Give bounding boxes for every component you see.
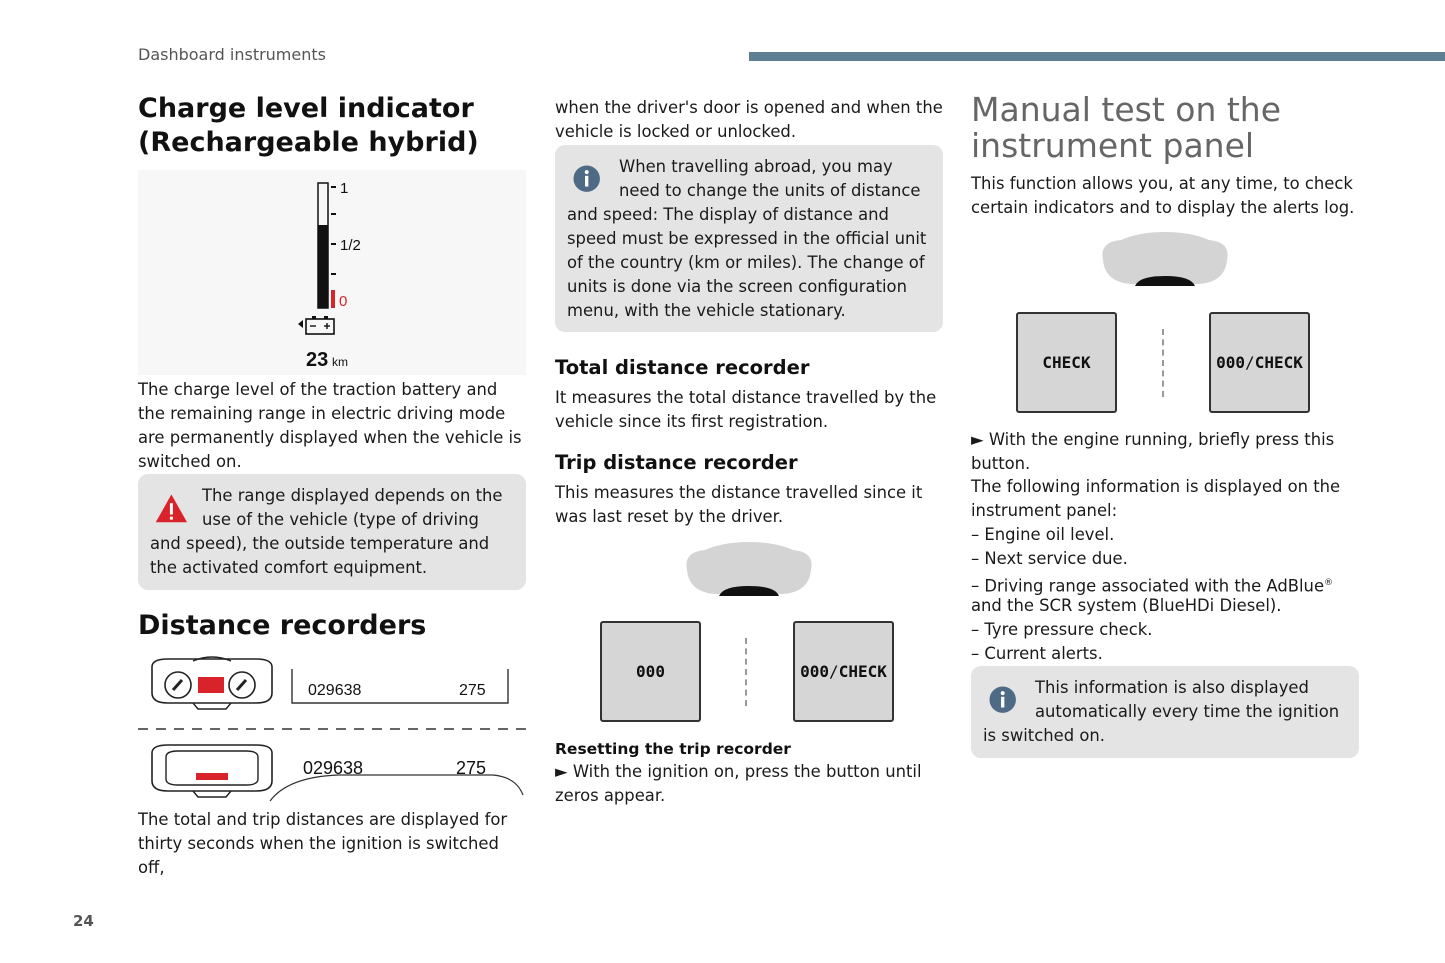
manual-test-step: ► With the engine running, briefly press this button. bbox=[971, 430, 1335, 473]
odo-top-trip: 275 bbox=[459, 682, 486, 699]
gauge-low-mark bbox=[331, 290, 335, 308]
charge-gauge-illustration bbox=[138, 170, 526, 375]
list-item: – Tyre pressure check. bbox=[971, 618, 1366, 642]
warning-triangle-icon bbox=[154, 491, 194, 531]
reset-trip-step: ► With the ignition on, press the button until zeros appear. bbox=[555, 762, 922, 805]
panel-info-list bbox=[971, 523, 1366, 598]
odometer-illustration bbox=[138, 655, 528, 805]
charge-description: The charge level of the traction battery and the remaining range in electric driving mode are permanently displayed when the vehicle is switched on. bbox=[138, 380, 522, 471]
total-distance-title: Total distance recorder bbox=[555, 356, 810, 379]
info-note-auto-display bbox=[971, 666, 1359, 758]
manual-test-intro: This function allows you, at any time, to check certain indicators and to display the alerts log. bbox=[971, 174, 1355, 217]
range-value: 23 bbox=[306, 349, 329, 371]
manual-test-title bbox=[971, 92, 1391, 164]
trip-display-check: 000 / CHECK bbox=[793, 621, 894, 722]
odo-top-total: 029638 bbox=[308, 682, 362, 699]
info-note-units bbox=[555, 145, 943, 332]
list-item: – Next service due. bbox=[971, 547, 1366, 571]
charge-title-line1: Charge level indicator bbox=[138, 93, 474, 124]
registered-mark: ® bbox=[1324, 578, 1334, 588]
test-display-counter-check: 000 / CHECK bbox=[1209, 312, 1310, 413]
manual-test-title-line1: Manual test on the bbox=[971, 90, 1282, 129]
section-label: Dashboard instruments bbox=[138, 45, 326, 64]
list-item: – Current alerts. bbox=[971, 642, 1366, 666]
warning-note-text: The range displayed depends on the use of the vehicle (type of driving and speed), the outside temperature and the activated comfort equipment. bbox=[150, 486, 503, 577]
display-separator bbox=[745, 638, 747, 706]
distance-description: The total and trip distances are displayed for thirty seconds when the ignition is switched off, bbox=[138, 810, 508, 877]
odo-bottom-trip: 275 bbox=[456, 758, 487, 778]
gauge-label-zero: 0 bbox=[339, 293, 348, 310]
charge-title bbox=[138, 92, 528, 160]
panel-info-list-2 bbox=[971, 618, 1366, 666]
check-button-illustration bbox=[1099, 230, 1231, 286]
odo-bottom-total: 029638 bbox=[303, 758, 364, 778]
test-display-separator bbox=[1162, 329, 1164, 397]
cluster-bottom-icon bbox=[152, 745, 272, 797]
gauge-label-half: 1/2 bbox=[340, 237, 361, 254]
list-item: – Engine oil level. bbox=[971, 523, 1366, 547]
trip-distance-title: Trip distance recorder bbox=[555, 451, 798, 474]
header-accent-bar bbox=[749, 52, 1445, 61]
gauge-fill bbox=[318, 225, 328, 308]
trip-distance-text: This measures the distance travelled since it was last reset by the driver. bbox=[555, 483, 923, 526]
info-note-auto-display-text: This information is also displayed automatically every time the ignition is switched on. bbox=[983, 678, 1340, 745]
charge-title-line2: (Rechargeable hybrid) bbox=[138, 127, 479, 158]
reset-trip-title: Resetting the trip recorder bbox=[555, 740, 791, 758]
info-note-units-text: When travelling abroad, you may need to change the units of distance and speed: The display of distance and speed must be expressed in the official unit of the country (km or miles). The change of units is done via the screen configuration menu, with the vehicle stationary. bbox=[567, 157, 927, 320]
info-icon bbox=[987, 684, 1025, 722]
cluster-top-icon bbox=[152, 657, 272, 709]
warning-note bbox=[138, 474, 526, 590]
gauge-label-full: 1 bbox=[340, 180, 349, 197]
total-distance-text: It measures the total distance travelled by the vehicle since its first registration. bbox=[555, 388, 937, 431]
odo-bottom-curve bbox=[270, 775, 523, 801]
distance-description-continued: when the driver's door is opened and when the vehicle is locked or unlocked. bbox=[555, 98, 943, 141]
trip-reset-button-illustration bbox=[683, 540, 815, 596]
manual-test-title-line2: instrument panel bbox=[971, 126, 1255, 165]
page-number: 24 bbox=[73, 912, 94, 930]
distance-title: Distance recorders bbox=[138, 610, 427, 641]
test-display-check: CHECK bbox=[1016, 312, 1117, 413]
info-icon bbox=[571, 163, 609, 201]
trip-display-zero: 000 bbox=[600, 621, 701, 722]
range-unit: km bbox=[332, 355, 348, 369]
manual-test-following: The following information is displayed on the instrument panel: bbox=[971, 477, 1341, 520]
adblue-continuation: and the SCR system (BlueHDi Diesel). bbox=[971, 596, 1282, 615]
list-item: – Driving range associated with the AdBlue® bbox=[971, 571, 1366, 598]
